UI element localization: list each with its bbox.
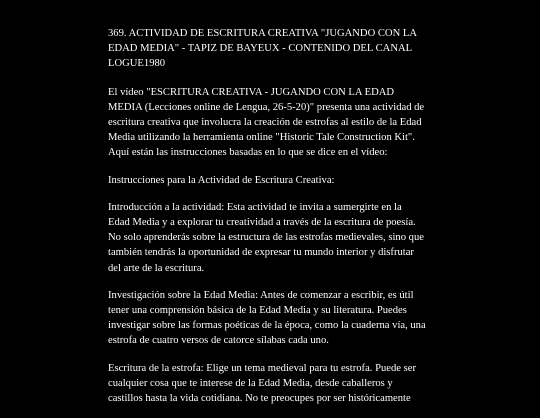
- intro-paragraph: El vídeo "ESCRITURA CREATIVA - JUGANDO CON LA EDAD MEDIA (Lecciones online de Lengua, 26-5-20)" presenta una actividad de escritura creativa que involucra la creación de estrofas al estilo de la Edad Media utilizando la herramienta online "Historic Tale Construction Kit". Aquí están las instrucciones basadas en lo que se dice en el vídeo:: [108, 86, 425, 159]
- research-paragraph: Investigación sobre la Edad Media: Antes de comenzar a escribir, es útil tener una comprensión básica de la Edad Media y su literatura. Puedes investigar sobre las formas poéticas de la época, como la cuaderna vía, una estrofa de cuatro versos de catorce sílabas cada uno.: [108, 289, 426, 347]
- article-body: [108, 26, 426, 418]
- stanza-writing-paragraph: Escritura de la estrofa: Elige un tema medieval para tu estrofa. Puede ser cualquier cosa que te interese de la Edad Media, desde caballeros y castillos hasta la vida cotidiana. No te preocupes por ser históricamente: [108, 362, 416, 405]
- post-title: 369. ACTIVIDAD DE ESCRITURA CREATIVA "JUGANDO CON LA EDAD MEDIA" - TAPIZ DE BAYEUX - CONTENIDO DEL CANAL LOGUE1980: [108, 28, 417, 70]
- activity-intro-paragraph: Introducción a la actividad: Esta actividad te invita a sumergirte en la Edad Media y a explorar tu creatividad a través de la escritura de poesía. No solo aprenderás sobre la estructura de las estrofas medievales, sino que también tendrás la oportunidad de expresar tu mundo interior y disfrutar del arte de la escritura.: [108, 201, 424, 274]
- instructions-heading: Instrucciones para la Actividad de Escritura Creativa:: [108, 174, 335, 186]
